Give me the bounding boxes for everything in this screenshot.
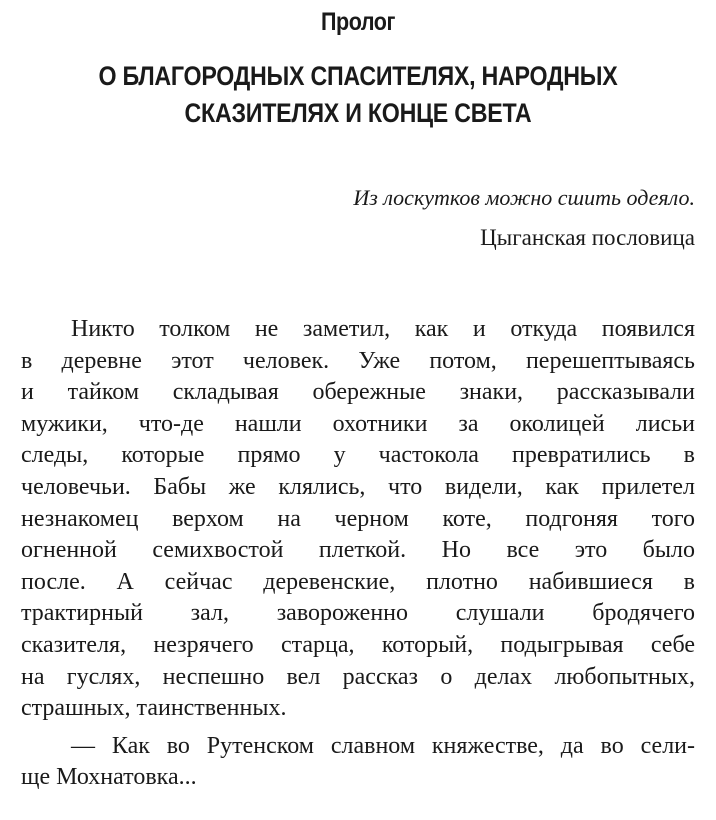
text-line: Никто толком не заметил, как и откуда появился: [71, 316, 695, 342]
text-line: страшных, таинственных.: [21, 695, 287, 722]
text-line: ще Мохнатовка...: [21, 764, 197, 791]
text-line: трактирный зал, завороженно слушали бродячего: [21, 600, 695, 627]
text-line: мужики, что-де нашли охотники за околицей лисьи: [21, 410, 695, 437]
epigraph-text: Из лоскутков можно сшить одеяло.: [353, 185, 695, 210]
chapter-label: Пролог: [320, 8, 396, 36]
text-line: следы, которые прямо у частокола превратились в: [21, 442, 695, 469]
text-line: — Как во Рутенском славном княжестве, да во сели-: [71, 732, 695, 759]
text-line: человечьи. Бабы же клялись, что видели, как прилетел: [21, 473, 695, 500]
chapter-title: [50, 58, 666, 132]
text-line: в деревне этот человек. Уже потом, перешептываясь: [21, 347, 695, 374]
text-line: на гуслях, неспешно вел рассказ о делах любопытных,: [21, 663, 695, 690]
text-line: сказителя, незрячего старца, который, подыгрывая себе: [21, 631, 695, 658]
text-line: огненной семихвостой плеткой. Но все это было: [21, 537, 695, 564]
text-line: и тайком складывая обережные знаки, рассказывали: [21, 379, 695, 406]
text-line: после. А сейчас деревенские, плотно набившиеся в: [21, 568, 695, 595]
chapter-title-line: О БЛАГОРОДНЫХ СПАСИТЕЛЯХ, НАРОДНЫХ: [98, 61, 618, 91]
text-line: незнакомец верхом на черном коте, подгоняя того: [21, 505, 695, 532]
chapter-title-line: СКАЗИТЕЛЯХ И КОНЦЕ СВЕТА: [184, 98, 532, 128]
body-text: [21, 314, 695, 794]
epigraph-source: Цыганская пословица: [480, 225, 695, 250]
